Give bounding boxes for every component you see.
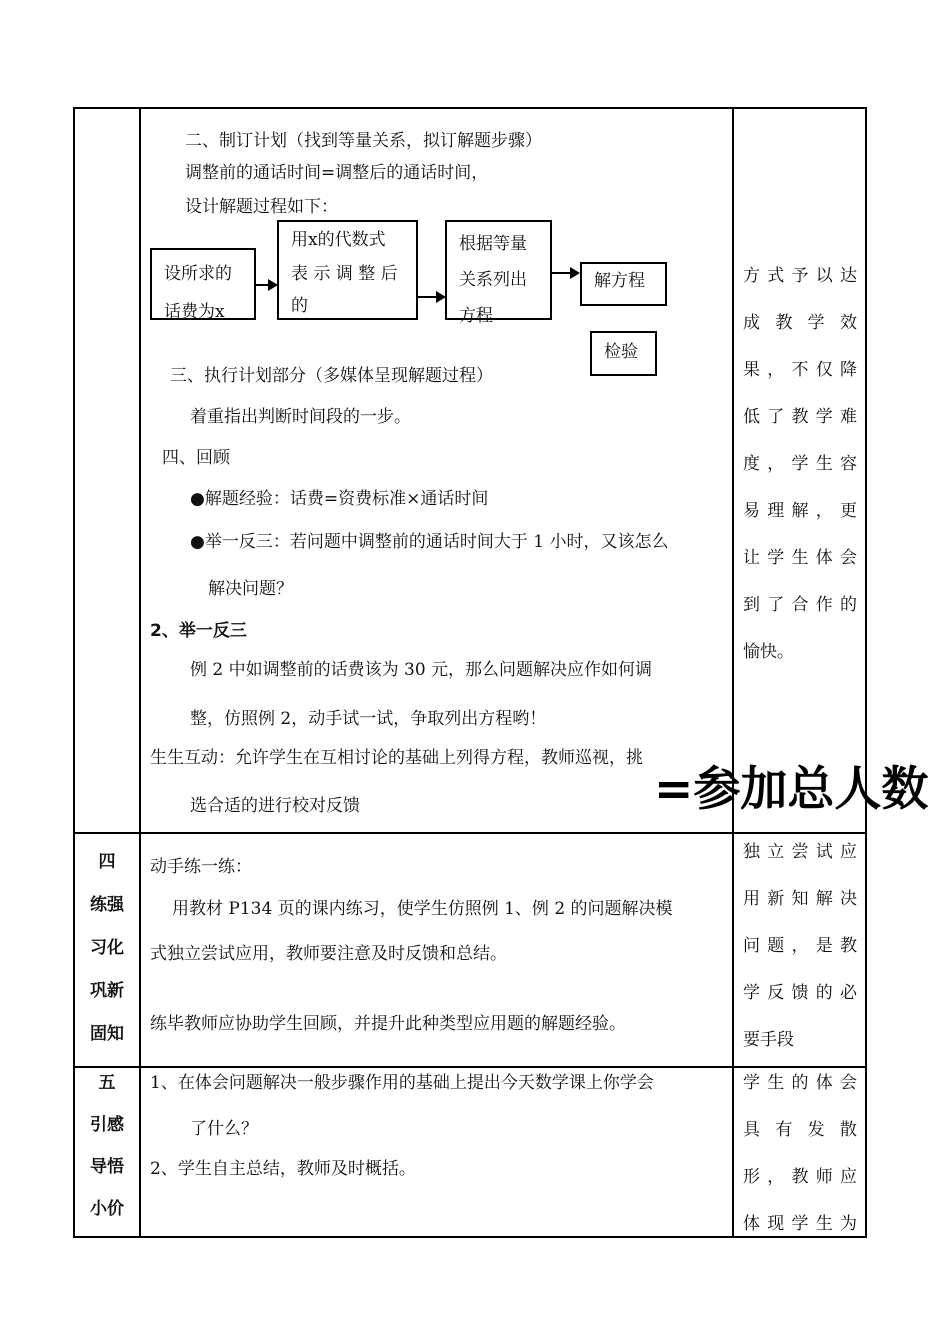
note-line: 低了教学难 (743, 407, 857, 427)
execute-note: 着重指出判断时间段的一步。 (190, 407, 411, 427)
note-line: 独立尝试应 (743, 842, 857, 862)
review-heading: 四、回顾 (162, 448, 230, 468)
extend-line-1: ●举一反三：若问题中调整前的通话时间大于 1 小时，又该怎么 (190, 532, 669, 552)
label-line: 固知 (90, 1024, 124, 1044)
note-line: 愉快。 (743, 642, 794, 662)
extend-line-2: 解决问题？ (208, 579, 293, 599)
flow-arrow-3 (552, 272, 578, 274)
label-line: 巩新 (90, 981, 124, 1001)
note-line: 要手段 (743, 1030, 794, 1050)
label-line: 练强 (90, 895, 124, 915)
interaction-line-2: 选合适的进行校对反馈 (190, 796, 360, 816)
row-divider-1 (73, 832, 867, 834)
flow-arrow-1 (256, 284, 276, 286)
note-line: 让学生体会 (743, 548, 857, 568)
section-2-title: 2、举一反三 (150, 621, 247, 641)
note-line: 易理解，更 (743, 501, 857, 521)
row-divider-2 (73, 1066, 867, 1068)
equation-relation: 调整前的通话时间=调整后的通话时间， (185, 163, 489, 183)
flow-step-solve: 解方程 (580, 262, 667, 306)
label-line: 习化 (90, 938, 124, 958)
label-line: 小价 (90, 1199, 124, 1219)
plan-heading: 二、制订计划（找到等量关系，拟订解题步骤） (185, 131, 542, 151)
example-line-2: 整，仿照例 2，动手试一试，争取列出方程哟！ (190, 709, 547, 729)
note-line: 度，学生容 (743, 454, 857, 474)
solving-experience: ●解题经验：话费=资费标准×通话时间 (190, 489, 489, 509)
practice-review: 练毕教师应协助学生回顾，并提升此种类型应用题的解题经验。 (150, 1014, 626, 1034)
column-divider-label (139, 107, 141, 1238)
note-line: 学生的体会 (743, 1073, 857, 1093)
flow-step-set-variable: 设所求的 话费为x (150, 248, 256, 320)
example-line-1: 例 2 中如调整前的话费该为 30 元，那么问题解决应作如何调 (190, 660, 653, 680)
label-line: 四 (98, 852, 116, 872)
label-line: 导悟 (90, 1157, 124, 1177)
table-border-left (73, 107, 75, 1238)
flow-arrow-2 (418, 296, 444, 298)
label-line: 五 (98, 1073, 116, 1093)
flow-step-algebraic-expression: 用x的代数式 表 示 调 整 后 的 (277, 220, 418, 320)
practice-line-1: 用教材 P134 页的课内练习，使学生仿照例 1、例 2 的问题解决模 (172, 899, 673, 919)
execute-heading: 三、执行计划部分（多媒体呈现解题过程） (170, 366, 493, 386)
note-line: 成 教 学 效 (743, 313, 857, 333)
table-border-right (865, 107, 867, 1238)
note-line: 用新知解决 (743, 889, 857, 909)
table-border-top (73, 107, 867, 109)
practice-title: 动手练一练： (150, 857, 252, 877)
overlay-text: =参加总人数 (654, 762, 929, 817)
note-line: 果，不仅降 (743, 360, 857, 380)
note-line: 方式予以达 (743, 266, 857, 286)
design-intro: 设计解题过程如下： (185, 197, 338, 217)
table-border-bottom (73, 1236, 867, 1238)
summary-line-3: 2、学生自主总结，教师及时概括。 (150, 1159, 416, 1179)
practice-line-2: 式独立尝试应用，教师要注意及时反馈和总结。 (150, 944, 507, 964)
summary-line-2: 了什么？ (190, 1119, 258, 1139)
note-line: 问题，是教 (743, 936, 857, 956)
flow-step-write-equation: 根据等量 关系列出 方程 (445, 220, 552, 320)
flow-step-check: 检验 (590, 331, 657, 376)
note-line: 学反馈的必 (743, 983, 857, 1003)
note-line: 形，教师应 (743, 1167, 857, 1187)
note-line: 到了合作的 (743, 595, 857, 615)
note-line: 具 有 发 散 (743, 1120, 857, 1140)
column-divider-notes (732, 107, 734, 1238)
interaction-line-1: 生生互动：允许学生在互相讨论的基础上列得方程，教师巡视，挑 (150, 748, 643, 768)
summary-line-1: 1、在体会问题解决一般步骤作用的基础上提出今天数学课上你学会 (150, 1073, 654, 1093)
note-line: 体现学生为 (743, 1214, 857, 1234)
label-line: 引感 (90, 1115, 124, 1135)
